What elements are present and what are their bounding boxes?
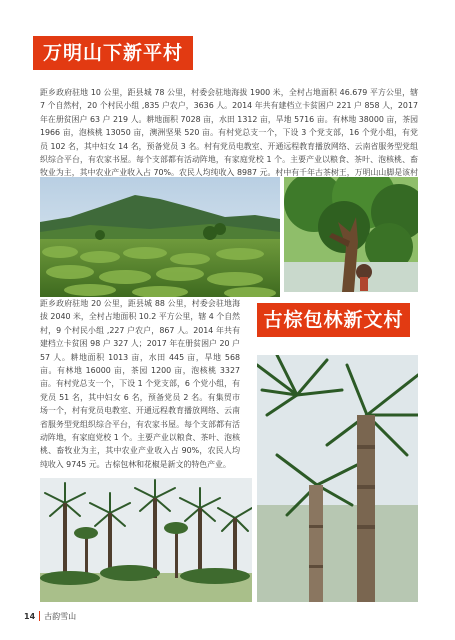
- palm-tree-closeup-photo: [257, 355, 418, 602]
- footer-divider: [39, 611, 40, 621]
- palm-grove-photo: [40, 478, 252, 602]
- section2-title: 古棕包林新文村: [257, 303, 410, 337]
- page-footer: [24, 609, 76, 623]
- publication-name: 古韵雪山: [44, 611, 77, 621]
- section1-body: 距乡政府驻地 10 公里，距县城 78 公里，村委会驻地海拔 1900 米，全村占地面积 46.679 平方公里，辖 7 个自然村，20 个村民小组 ,835 户农户，3636 人。2014 年共有建档立卡贫困户 221 户 858 人，2017 年在册贫困户 63 户 219 人。耕地面积 7028 亩，水田 1312 亩，旱地 5716 亩。有林地 38000 亩，茶园 1966 亩，泡核桃 13050 亩，澳洲坚果 520 亩。有村党总支一个，下设 3 个党支部，16 个党小组，有党员 102 名，其中妇女 14 名，预备党员 3 名。村有党员电教室、开通远程教育播放网络、云南省服务型党组织综合平台，有农家书屋。每个支部都有活动阵地，有家庭党校 1 个。主要产业以粮食、茶叶、泡核桃、畜牧业为主，其中农业产业收入占 70%。农民人均纯收入 8987 元。村中有千年古茶树王，万明山山脚是该村: [40, 88, 418, 178]
- tea-hills-photo: [40, 177, 280, 297]
- page-number: 14: [24, 611, 36, 621]
- section1-title: 万明山下新平村: [33, 36, 193, 70]
- ancient-tea-tree-photo: [284, 177, 418, 292]
- section2-body: 距乡政府驻地 20 公里，距县城 88 公里，村委会驻地海拔 2040 米，全村占地面积 10.2 平方公里，辖 4 个自然村，9 个村民小组 ,227 户农户，867 人。2014 年共有建档立卡贫困 98 户 327 人；2017 年在册贫困户 20 户 57 人。耕地面积 1013 亩，水田 445 亩，旱地 568 亩。有林地 16000 亩，茶园 1200 亩，泡核桃 3327 亩。有村党总支一个，下设 1 个党支部，6 个党小组，有党员 51 名，其中妇女 6 名，预备党员 2 名。有集贸市场一个，村有党员电教室、开通远程教育播放网络、云南省服务型党组织综合平台，有农家书屋。每个支部都有活动阵地，有家庭党校 1 个。主要产业以粮食、茶叶、泡核桃、畜牧业为主，其中农业产业收入占 90%，农民人均纯收入 9745 元。古棕包林和花椒是新文的特色产业。: [40, 299, 240, 469]
